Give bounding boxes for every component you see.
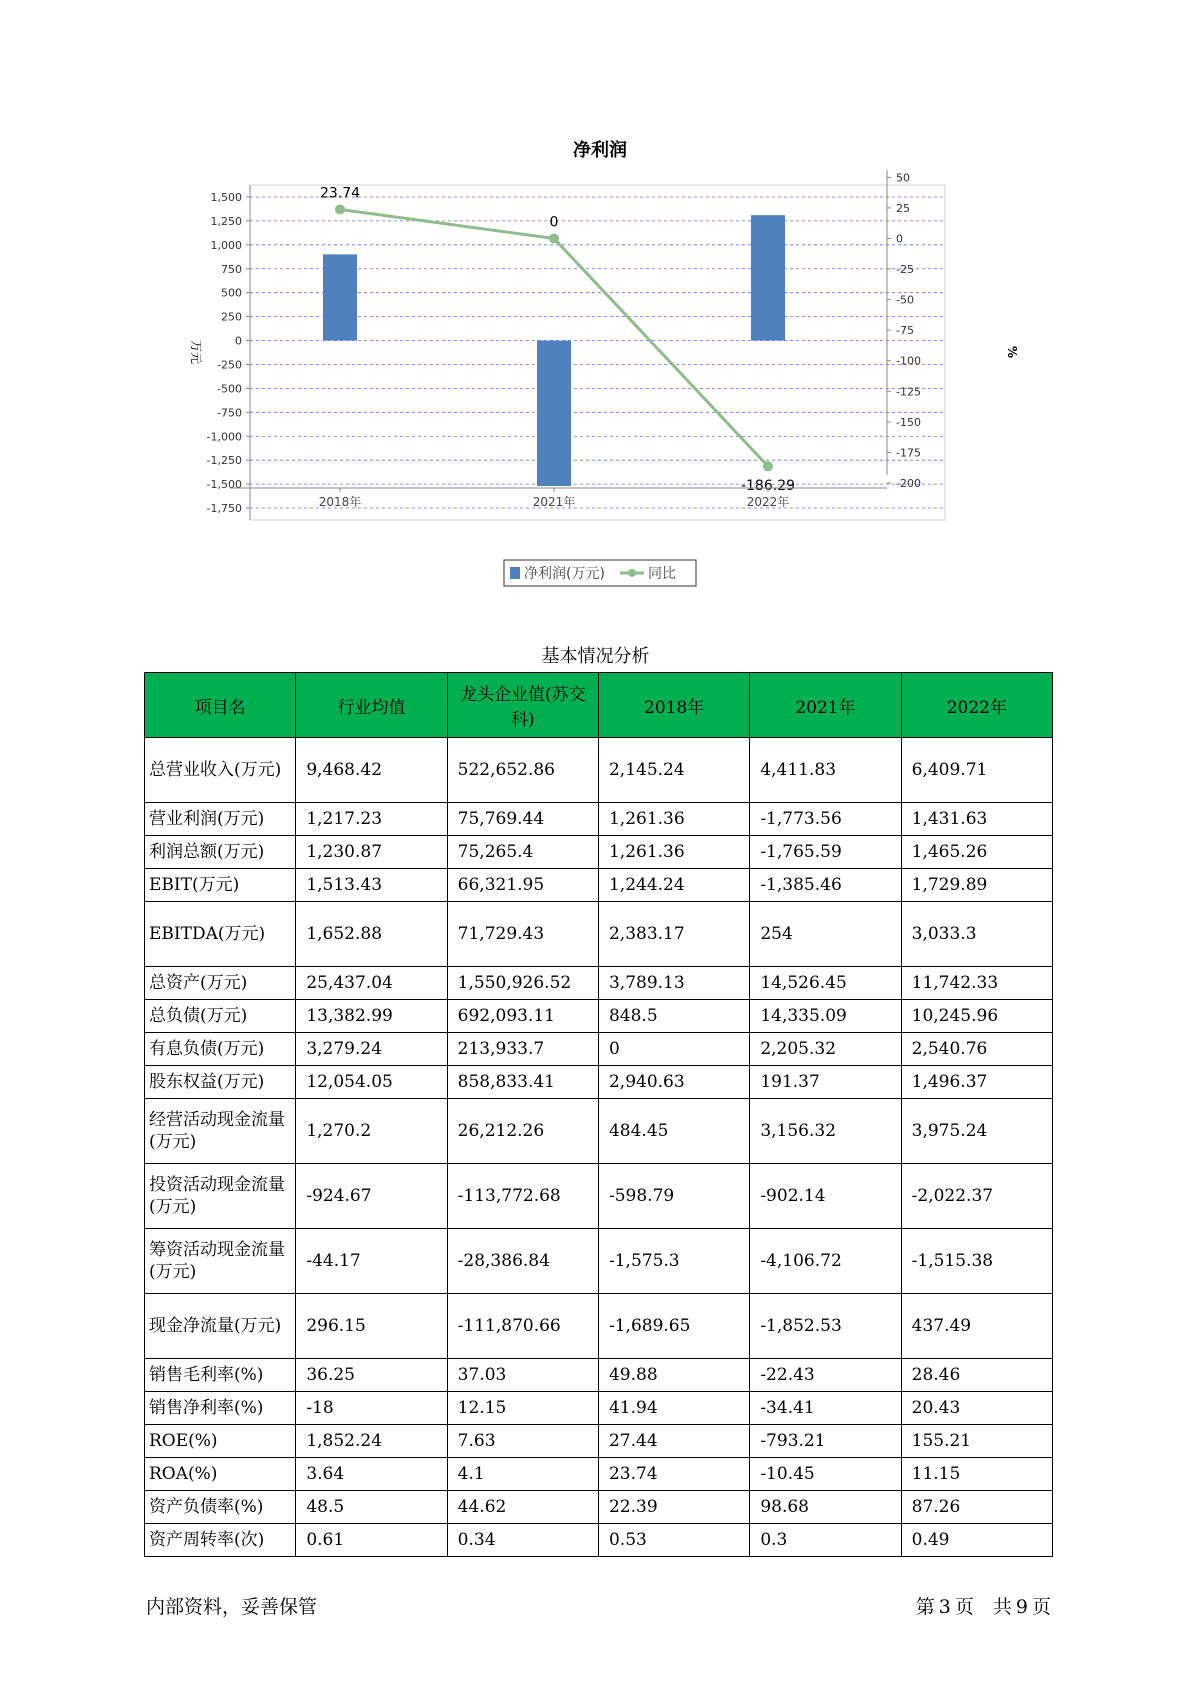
value-cell: 254 [750, 902, 901, 967]
value-cell: 0.61 [296, 1524, 447, 1557]
y-tick-label: 0 [235, 334, 242, 348]
value-cell: 36.25 [296, 1359, 447, 1392]
y2-tick-label: 50 [896, 171, 910, 185]
legend-line-marker [628, 569, 636, 577]
value-cell: 66,321.95 [447, 869, 598, 902]
row-label-cell: 销售净利率(%) [145, 1392, 296, 1425]
y-tick-label: -750 [217, 406, 242, 420]
table-row [145, 803, 1053, 836]
value-cell: -1,575.3 [598, 1229, 749, 1294]
value-cell: 2,145.24 [598, 738, 749, 803]
value-cell: 2,940.63 [598, 1066, 749, 1099]
y2-tick-label: -75 [896, 324, 914, 338]
row-label-cell: 资产周转率(次) [145, 1524, 296, 1557]
value-cell: 98.68 [750, 1491, 901, 1524]
value-cell: 23.74 [598, 1458, 749, 1491]
y-axis-label: 万元 [189, 339, 203, 365]
value-cell: 0 [598, 1033, 749, 1066]
chart-title: 净利润 [573, 140, 627, 161]
table-header-cell: 行业均值 [296, 673, 447, 738]
table-row [145, 738, 1053, 803]
value-cell: 1,261.36 [598, 803, 749, 836]
y-tick-label: 500 [221, 286, 242, 300]
table-row [145, 1164, 1053, 1229]
yoy-point [335, 204, 345, 214]
table-row [145, 1099, 1053, 1164]
page-suffix: 页 [1031, 1596, 1051, 1618]
value-cell: 858,833.41 [447, 1066, 598, 1099]
row-label-cell: ROA(%) [145, 1458, 296, 1491]
net-profit-bar [751, 215, 785, 340]
y-tick-label: -1,250 [206, 454, 242, 468]
value-cell: 71,729.43 [447, 902, 598, 967]
row-label-cell: 经营活动现金流量(万元) [145, 1099, 296, 1164]
value-cell: 437.49 [901, 1294, 1052, 1359]
value-cell: -113,772.68 [447, 1164, 598, 1229]
value-cell: -18 [296, 1392, 447, 1425]
y-tick-label: -250 [217, 358, 242, 372]
table-row [145, 1066, 1053, 1099]
row-label-cell: 资产负债率(%) [145, 1491, 296, 1524]
table-header-cell: 2022年 [901, 673, 1052, 738]
value-cell: -598.79 [598, 1164, 749, 1229]
y-tick-label: -500 [217, 382, 242, 396]
value-cell: 6,409.71 [901, 738, 1052, 803]
table-row [145, 902, 1053, 967]
y2-tick-label: -125 [896, 385, 921, 399]
value-cell: 296.15 [296, 1294, 447, 1359]
value-cell: 1,431.63 [901, 803, 1052, 836]
left-axis [207, 185, 250, 520]
table-row [145, 967, 1053, 1000]
y2-axis-label: % [1005, 345, 1019, 359]
value-cell: -2,022.37 [901, 1164, 1052, 1229]
value-cell: 522,652.86 [447, 738, 598, 803]
value-cell: 692,093.11 [447, 1000, 598, 1033]
page-mid: 页 共 [954, 1596, 1012, 1618]
value-cell: 1,261.36 [598, 836, 749, 869]
table-row [145, 1458, 1053, 1491]
value-cell: 4.1 [447, 1458, 598, 1491]
value-cell: 1,513.43 [296, 869, 447, 902]
legend-bar-label: 净利润(万元) [524, 566, 605, 582]
footer-page-info [914, 1592, 1053, 1619]
value-cell: 1,496.37 [901, 1066, 1052, 1099]
value-cell: 3,975.24 [901, 1099, 1052, 1164]
table-header-cell: 项目名 [145, 673, 296, 738]
table-body [145, 738, 1053, 1557]
y-tick-label: 1,000 [210, 238, 242, 252]
legend [504, 560, 696, 586]
row-label-cell: EBIT(万元) [145, 869, 296, 902]
value-cell: 1,729.89 [901, 869, 1052, 902]
row-label-cell: 销售毛利率(%) [145, 1359, 296, 1392]
table-row [145, 1229, 1053, 1294]
yoy-point [763, 461, 773, 471]
basic-analysis-table [144, 672, 1053, 1557]
row-label-cell: ROE(%) [145, 1425, 296, 1458]
table-row [145, 1294, 1053, 1359]
value-cell: 25,437.04 [296, 967, 447, 1000]
page-number: 3 [938, 1596, 951, 1618]
value-cell: 75,769.44 [447, 803, 598, 836]
value-cell: 7.63 [447, 1425, 598, 1458]
row-label-cell: 利润总额(万元) [145, 836, 296, 869]
value-cell: -4,106.72 [750, 1229, 901, 1294]
value-cell: -44.17 [296, 1229, 447, 1294]
table-row [145, 836, 1053, 869]
page-prefix: 第 [915, 1596, 935, 1618]
value-cell: -924.67 [296, 1164, 447, 1229]
x-tick-label: 2022年 [746, 495, 790, 509]
y2-tick-label: -25 [896, 263, 914, 277]
value-cell: 27.44 [598, 1425, 749, 1458]
value-cell: -111,870.66 [447, 1294, 598, 1359]
table-header-cell: 2021年 [750, 673, 901, 738]
net-profit-chart [150, 130, 1050, 600]
legend-bar-swatch [510, 567, 520, 579]
value-cell: 1,230.87 [296, 836, 447, 869]
y2-tick-label: 0 [896, 232, 903, 246]
table-row [145, 1359, 1053, 1392]
net-profit-bar [537, 341, 571, 486]
value-cell: 44.62 [447, 1491, 598, 1524]
value-cell: 2,205.32 [750, 1033, 901, 1066]
y2-tick-label: -50 [896, 293, 914, 307]
row-label-cell: 营业利润(万元) [145, 803, 296, 836]
value-cell: -793.21 [750, 1425, 901, 1458]
row-label-cell: 筹资活动现金流量(万元) [145, 1229, 296, 1294]
y-tick-label: 1,250 [210, 214, 242, 228]
value-cell: 213,933.7 [447, 1033, 598, 1066]
value-cell: 11.15 [901, 1458, 1052, 1491]
row-label-cell: 总资产(万元) [145, 967, 296, 1000]
y-tick-label: -1,750 [206, 502, 242, 516]
value-cell: -34.41 [750, 1392, 901, 1425]
value-cell: 9,468.42 [296, 738, 447, 803]
value-cell: 28.46 [901, 1359, 1052, 1392]
value-cell: 3,789.13 [598, 967, 749, 1000]
y-tick-label: -1,500 [206, 478, 242, 492]
y-tick-label: 1,500 [210, 190, 242, 204]
value-cell: 1,550,926.52 [447, 967, 598, 1000]
value-cell: 3,033.3 [901, 902, 1052, 967]
y-tick-label: 750 [221, 262, 242, 276]
value-cell: 13,382.99 [296, 1000, 447, 1033]
value-cell: 49.88 [598, 1359, 749, 1392]
value-cell: 12.15 [447, 1392, 598, 1425]
y2-tick-label: -150 [896, 415, 921, 429]
value-cell: 1,465.26 [901, 836, 1052, 869]
value-cell: -1,852.53 [750, 1294, 901, 1359]
table-header-cell: 龙头企业值(苏交科) [447, 673, 598, 738]
value-cell: 3.64 [296, 1458, 447, 1491]
value-cell: -1,689.65 [598, 1294, 749, 1359]
value-cell: 4,411.83 [750, 738, 901, 803]
table-row [145, 1524, 1053, 1557]
value-cell: 48.5 [296, 1491, 447, 1524]
value-cell: -28,386.84 [447, 1229, 598, 1294]
row-label-cell: 现金净流量(万元) [145, 1294, 296, 1359]
plot-area [250, 185, 945, 520]
y2-tick-label: -200 [896, 476, 921, 490]
value-cell: 155.21 [901, 1425, 1052, 1458]
row-label-cell: 总负债(万元) [145, 1000, 296, 1033]
net-profit-bar [323, 254, 357, 340]
y-tick-label: -1,000 [206, 430, 242, 444]
y2-tick-label: -100 [896, 354, 921, 368]
value-cell: 1,217.23 [296, 803, 447, 836]
value-cell: 41.94 [598, 1392, 749, 1425]
table-row [145, 1392, 1053, 1425]
value-cell: 3,279.24 [296, 1033, 447, 1066]
value-cell: 26,212.26 [447, 1099, 598, 1164]
table-row [145, 869, 1053, 902]
table-row [145, 1425, 1053, 1458]
value-cell: -22.43 [750, 1359, 901, 1392]
value-cell: 2,540.76 [901, 1033, 1052, 1066]
yoy-data-label: 23.74 [319, 185, 361, 202]
value-cell: 20.43 [901, 1392, 1052, 1425]
value-cell: 0.34 [447, 1524, 598, 1557]
value-cell: 3,156.32 [750, 1099, 901, 1164]
y-tick-label: 250 [221, 310, 242, 324]
value-cell: 11,742.33 [901, 967, 1052, 1000]
table-row [145, 1000, 1053, 1033]
value-cell: 484.45 [598, 1099, 749, 1164]
value-cell: -10.45 [750, 1458, 901, 1491]
row-label-cell: 总营业收入(万元) [145, 738, 296, 803]
value-cell: 1,652.88 [296, 902, 447, 967]
value-cell: 14,335.09 [750, 1000, 901, 1033]
yoy-point [549, 233, 559, 243]
table-header-cell: 2018年 [598, 673, 749, 738]
value-cell: 87.26 [901, 1491, 1052, 1524]
value-cell: 848.5 [598, 1000, 749, 1033]
y2-tick-label: -175 [896, 446, 921, 460]
value-cell: 75,265.4 [447, 836, 598, 869]
x-tick-label: 2021年 [532, 495, 576, 509]
value-cell: 22.39 [598, 1491, 749, 1524]
value-cell: -1,515.38 [901, 1229, 1052, 1294]
x-tick-label: 2018年 [318, 495, 362, 509]
yoy-data-label: -186.29 [740, 478, 796, 495]
value-cell: 2,383.17 [598, 902, 749, 967]
value-cell: -1,773.56 [750, 803, 901, 836]
row-label-cell: 股东权益(万元) [145, 1066, 296, 1099]
legend-line-label: 同比 [648, 566, 676, 582]
row-label-cell: EBITDA(万元) [145, 902, 296, 967]
yoy-data-label: 0 [549, 214, 559, 231]
row-label-cell: 投资活动现金流量(万元) [145, 1164, 296, 1229]
value-cell: 0.3 [750, 1524, 901, 1557]
value-cell: 14,526.45 [750, 967, 901, 1000]
value-cell: 1,852.24 [296, 1425, 447, 1458]
value-cell: 1,270.2 [296, 1099, 447, 1164]
table-header-row [145, 673, 1053, 738]
value-cell: 1,244.24 [598, 869, 749, 902]
value-cell: -902.14 [750, 1164, 901, 1229]
value-cell: 12,054.05 [296, 1066, 447, 1099]
value-cell: 0.53 [598, 1524, 749, 1557]
page-total: 9 [1015, 1596, 1028, 1618]
table-row [145, 1491, 1053, 1524]
table-row [145, 1033, 1053, 1066]
value-cell: 191.37 [750, 1066, 901, 1099]
value-cell: -1,765.59 [750, 836, 901, 869]
footer-confidential: 内部资料，妥善保管 [146, 1596, 318, 1618]
value-cell: 0.49 [901, 1524, 1052, 1557]
value-cell: 37.03 [447, 1359, 598, 1392]
y2-tick-label: 25 [896, 201, 910, 215]
value-cell: 10,245.96 [901, 1000, 1052, 1033]
table-caption: 基本情况分析 [541, 646, 650, 667]
row-label-cell: 有息负债(万元) [145, 1033, 296, 1066]
value-cell: -1,385.46 [750, 869, 901, 902]
